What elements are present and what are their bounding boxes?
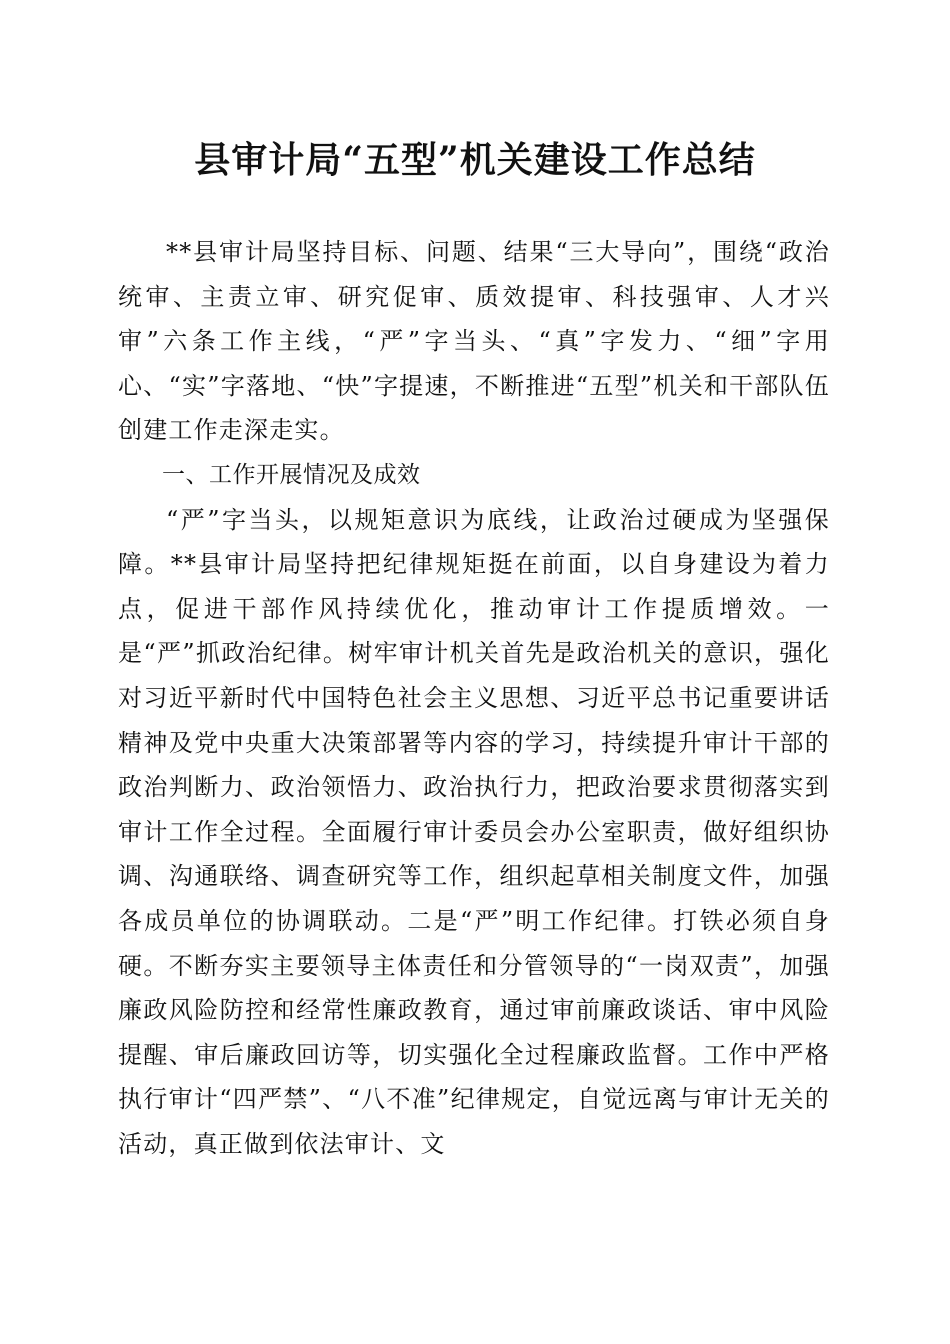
section-heading: 一、工作开展情况及成效 [162,461,421,488]
section-paragraph: “严”字当头，以规矩意识为底线，让政治过硬成为坚强保障。**县审计局坚持把纪律规矩挺在前面，以自身建设为着力点，促进干部作风持续优化，推动审计工作提质增效。一是“严”抓政治纪律。树牢审计机关首先是政治机关的意识，强化对习近平新时代中国特色社会主义思想、习近平总书记重要讲话精神及党中央重大决策部署等内容的学习，持续提升审计干部的政治判断力、政治领悟力、政治执行力，把政治要求贯彻落实到审计工作全过程。全面履行审计委员会办公室职责，做好组织协调、沟通联络、调查研究等工作，组织起草相关制度文件，加强各成员单位的协调联动。二是“严”明工作纪律。打铁必须自身硬。不断夯实主要领导主体责任和分管领导的“一岗双责”，加强廉政风险防控和经常性廉政教育，通过审前廉政谈话、审中风险提醒、审后廉政回访等，切实强化全过程廉政监督。工作中严格执行审计“四严禁”、“八不准”纪律规定，自觉远离与审计无关的活动，真正做到依法审计、文 [118,505,830,1158]
intro-paragraph: **县审计局坚持目标、问题、结果“三大导向”，围绕“政治统审、主责立审、研究促审、质效提审、科技强审、人才兴审”六条工作主线，“严”字当头、“真”字发力、“细”字用心、“实”字落地、“快”字提速，不断推进“五型”机关和干部队伍创建工作走深走实。 [118,238,830,445]
document-body [118,230,830,1166]
document-title: 县审计局“五型”机关建设工作总结 [194,139,756,181]
